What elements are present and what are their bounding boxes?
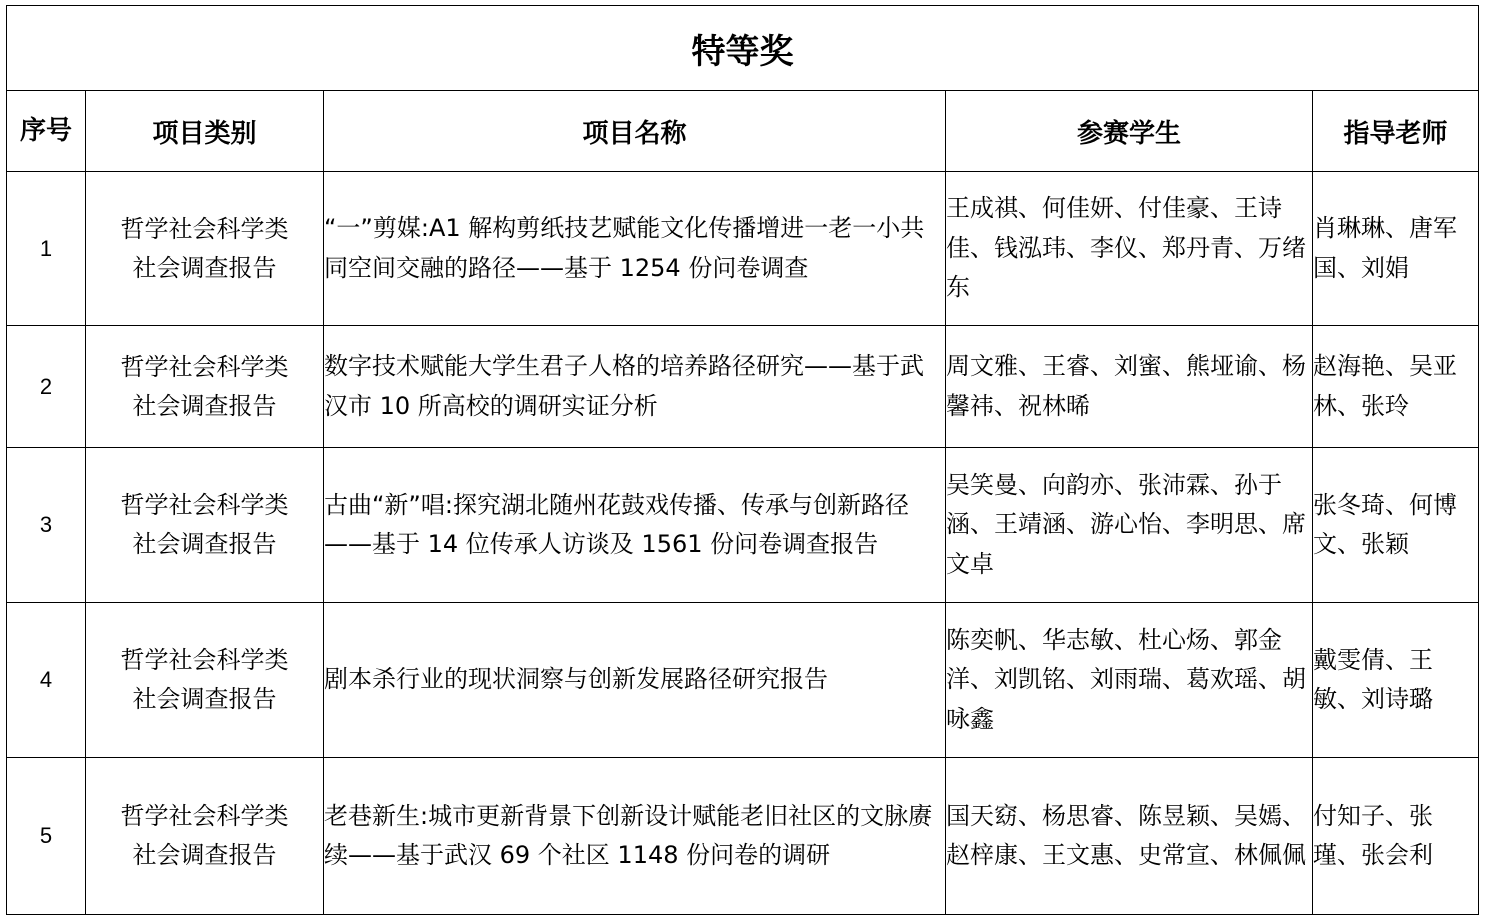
- table-row: [7, 758, 1479, 915]
- row-students: 陈奕帆、华志敏、杜心炀、郭金洋、刘凯铭、刘雨瑞、葛欢瑶、胡咏鑫: [946, 603, 1313, 758]
- category-line2: 社会调查报告: [132, 685, 277, 713]
- category-line1: 哲学社会科学类: [120, 352, 289, 381]
- category-line2: 社会调查报告: [132, 530, 277, 558]
- row-seq: 4: [7, 603, 86, 758]
- row-category: [86, 326, 324, 448]
- row-students: 国天窈、杨思睿、陈昱颖、吴嫣、赵梓康、王文惠、史常宣、林佩佩: [946, 758, 1313, 915]
- row-teachers: 付知子、张瑾、张会利: [1313, 758, 1479, 915]
- row-teachers: 张冬琦、何博文、张颖: [1313, 448, 1479, 603]
- header-seq: 序号: [7, 91, 86, 172]
- table-row: [7, 603, 1479, 758]
- header-students: 参赛学生: [946, 91, 1313, 172]
- category-line2: 社会调查报告: [132, 253, 277, 282]
- row-seq: 2: [7, 326, 86, 448]
- row-project-name: “一”剪媒:A1 解构剪纸技艺赋能文化传播增进一老一小共同空间交融的路径——基于 1254 份问卷调查: [324, 172, 946, 326]
- row-seq: 3: [7, 448, 86, 603]
- row-students: 吴笑曼、向韵亦、张沛霖、孙于涵、王靖涵、游心怡、李明思、席文卓: [946, 448, 1313, 603]
- category-line1: 哲学社会科学类: [120, 802, 289, 830]
- row-students: 王成祺、何佳妍、付佳豪、王诗佳、钱泓玮、李仪、郑丹青、万绪东: [946, 172, 1313, 326]
- row-teachers: 赵海艳、吴亚林、张玲: [1313, 326, 1479, 448]
- row-teachers: 戴雯倩、王敏、刘诗璐: [1313, 603, 1479, 758]
- award-table: [6, 5, 1479, 915]
- row-category: [86, 172, 324, 326]
- row-project-name: 老巷新生:城市更新背景下创新设计赋能老旧社区的文脉赓续——基于武汉 69 个社区 1148 份问卷的调研: [324, 758, 946, 915]
- row-category: [86, 758, 324, 915]
- row-category: [86, 603, 324, 758]
- row-teachers: 肖琳琳、唐军国、刘娟: [1313, 172, 1479, 326]
- category-line2: 社会调查报告: [132, 841, 277, 869]
- category-line2: 社会调查报告: [132, 391, 277, 420]
- header-row: [7, 91, 1479, 172]
- header-category: 项目类别: [86, 91, 324, 172]
- header-teachers: 指导老师: [1313, 91, 1479, 172]
- title-row: [7, 6, 1479, 91]
- row-project-name: 剧本杀行业的现状洞察与创新发展路径研究报告: [324, 603, 946, 758]
- header-name: 项目名称: [324, 91, 946, 172]
- category-line1: 哲学社会科学类: [120, 214, 289, 243]
- table-title: 特等奖: [7, 6, 1479, 91]
- table-row: [7, 326, 1479, 448]
- category-line1: 哲学社会科学类: [120, 491, 289, 519]
- row-seq: 5: [7, 758, 86, 915]
- table-row: [7, 172, 1479, 326]
- row-project-name: 古曲“新”唱:探究湖北随州花鼓戏传播、传承与创新路径——基于 14 位传承人访谈及 1561 份问卷调查报告: [324, 448, 946, 603]
- row-project-name: 数字技术赋能大学生君子人格的培养路径研究——基于武汉市 10 所高校的调研实证分析: [324, 326, 946, 448]
- row-students: 周文雅、王睿、刘蜜、熊垭谕、杨馨祎、祝林晞: [946, 326, 1313, 448]
- category-line1: 哲学社会科学类: [120, 646, 289, 674]
- row-seq: 1: [7, 172, 86, 326]
- row-category: [86, 448, 324, 603]
- table-row: [7, 448, 1479, 603]
